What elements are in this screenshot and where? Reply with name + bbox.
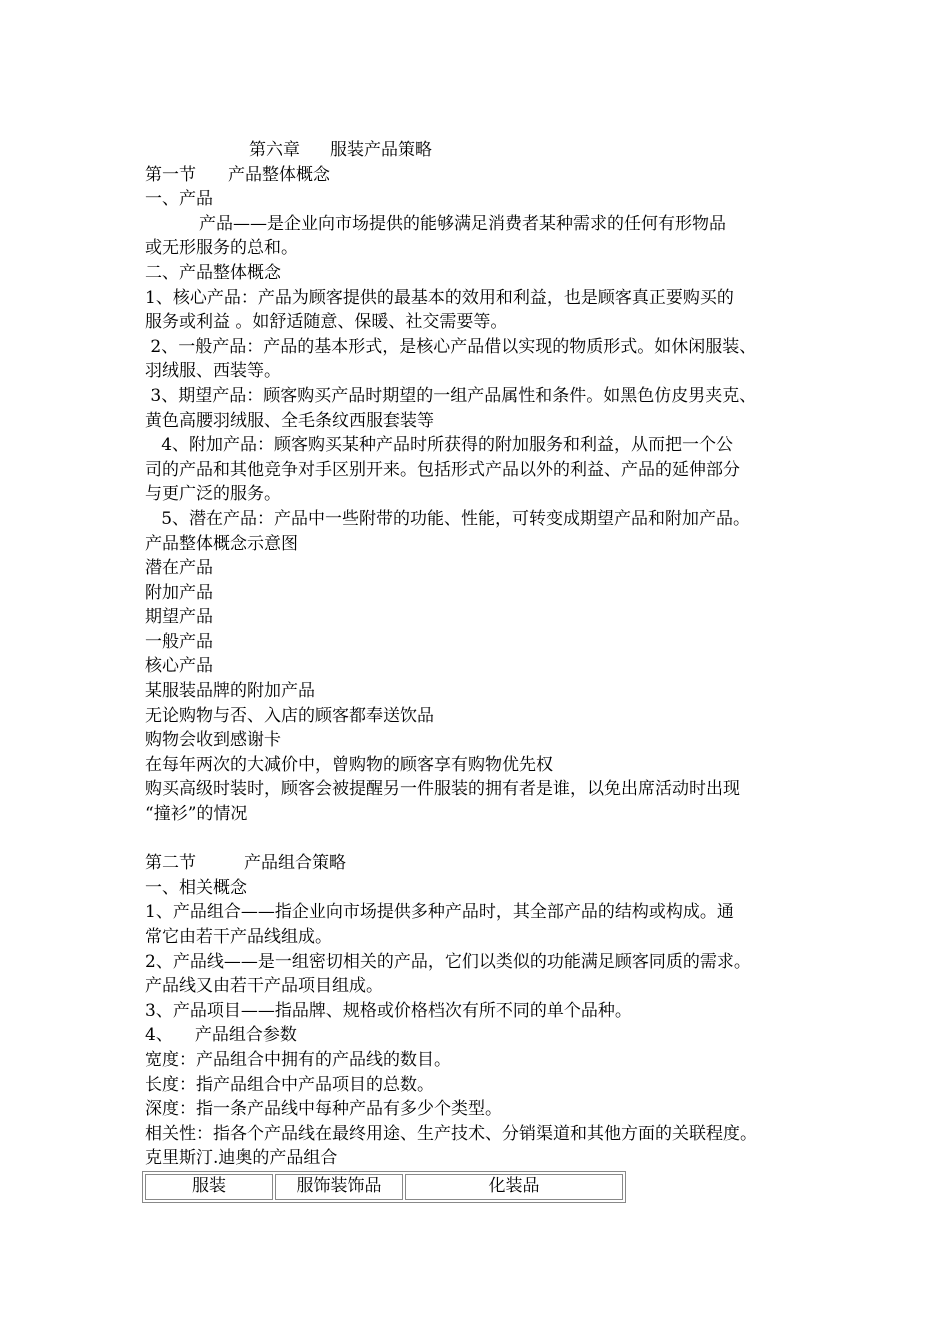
- section1-sub1-heading: 一、产品: [145, 189, 213, 210]
- product-mix-table: [142, 1171, 626, 1203]
- expected-product-line1: 3、期望产品：顾客购买产品时期望的一组产品属性和条件。如黑色仿皮男夹克、: [145, 385, 757, 406]
- product-mix-line1: 1、产品组合——指企业向市场提供多种产品时，其全部产品的结构或构成。通: [145, 902, 734, 923]
- augmented-product-line1: 4、附加产品：顾客购买某种产品时所获得的附加服务和利益，从而把一个公: [145, 435, 734, 456]
- brand-example: 购物会收到感谢卡: [145, 730, 281, 751]
- diagram-title: 产品整体概念示意图: [145, 533, 298, 554]
- item4-number: 4、: [145, 1025, 173, 1046]
- section1-heading: [145, 163, 815, 188]
- table-header-row: [145, 1174, 623, 1200]
- table-header-cell: 服饰装饰品: [275, 1174, 403, 1200]
- general-product-line1: 2、一般产品：产品的基本形式，是核心产品借以实现的物质形式。如休闲服装、: [145, 336, 757, 357]
- potential-product-line1: 5、潜在产品：产品中一些附带的功能、性能，可转变成期望产品和附加产品。: [145, 508, 751, 529]
- brand-example: 在每年两次的大减价中，曾购物的顾客享有购物优先权: [145, 754, 553, 775]
- brand-example: 购买高级时装时，顾客会被提醒另一件服装的拥有者是谁，以免出席活动时出现: [145, 779, 740, 800]
- param-relevance: 相关性：指各个产品线在最终用途、生产技术、分销渠道和其他方面的关联程度。: [145, 1123, 757, 1144]
- section2-title: 产品组合策略: [244, 853, 346, 874]
- dior-title: 克里斯汀.迪奥的产品组合: [145, 1148, 338, 1169]
- diagram-layer: 附加产品: [145, 582, 213, 603]
- product-line-line1: 2、产品线——是一组密切相关的产品，它们以类似的功能满足顾客同质的需求。: [145, 951, 751, 972]
- table-header-cell: 服装: [145, 1174, 273, 1200]
- expected-product-line2: 黄色高腰羽绒服、全毛条纹西服套装等: [145, 410, 434, 431]
- document-page: [145, 138, 815, 1203]
- section1-sub2-heading: 二、产品整体概念: [145, 262, 281, 283]
- section1-title: 产品整体概念: [228, 164, 330, 185]
- section2-sub1-heading: 一、相关概念: [145, 877, 247, 898]
- product-item-line1: 3、产品项目——指品牌、规格或价格档次有所不同的单个品种。: [145, 1000, 632, 1021]
- item4-title: 产品组合参数: [194, 1025, 297, 1046]
- core-product-line2: 服务或利益 。如舒适随意、保暖、社交需要等。: [145, 312, 508, 333]
- chapter-title: [145, 138, 815, 163]
- diagram-layer: 核心产品: [145, 656, 213, 677]
- diagram-layer: 潜在产品: [145, 558, 213, 579]
- chapter-label: 第六章: [249, 140, 300, 160]
- param-depth: 深度：指一条产品线中每种产品有多少个类型。: [145, 1099, 502, 1120]
- section1-label: 第一节: [145, 164, 196, 185]
- product-definition-line2: 或无形服务的总和。: [145, 238, 298, 259]
- section2-heading: [145, 851, 815, 876]
- param-width: 宽度：产品组合中拥有的产品线的数目。: [145, 1049, 451, 1070]
- augmented-product-line2: 司的产品和其他竞争对手区别开来。包括形式产品以外的利益、产品的延伸部分: [145, 459, 740, 480]
- augmented-product-line3: 与更广泛的服务。: [145, 484, 281, 505]
- product-mix-line2: 常它由若干产品线组成。: [145, 927, 332, 947]
- chapter-name: 服装产品策略: [330, 140, 432, 160]
- product-definition-line1: 产品——是企业向市场提供的能够满足消费者某种需求的任何有形物品: [199, 213, 726, 234]
- blank-line: [145, 827, 815, 852]
- brand-example: 无论购物与否、入店的顾客都奉送饮品: [145, 705, 434, 726]
- item4-heading: [145, 1023, 815, 1048]
- param-length: 长度：指产品组合中产品项目的总数。: [145, 1074, 434, 1095]
- product-line-line2: 产品线又由若干产品项目组成。: [145, 976, 383, 997]
- core-product-line1: 1、核心产品：产品为顾客提供的最基本的效用和利益，也是顾客真正要购买的: [145, 287, 734, 308]
- brand-example-tail: “撞衫”的情况: [145, 804, 248, 825]
- general-product-line2: 羽绒服、西装等。: [145, 361, 281, 382]
- diagram-layer: 期望产品: [145, 607, 213, 628]
- section2-label: 第二节: [145, 853, 196, 874]
- brand-example-title: 某服装品牌的附加产品: [145, 681, 315, 702]
- diagram-layer: 一般产品: [145, 631, 213, 652]
- table-header-cell: 化装品: [405, 1174, 623, 1200]
